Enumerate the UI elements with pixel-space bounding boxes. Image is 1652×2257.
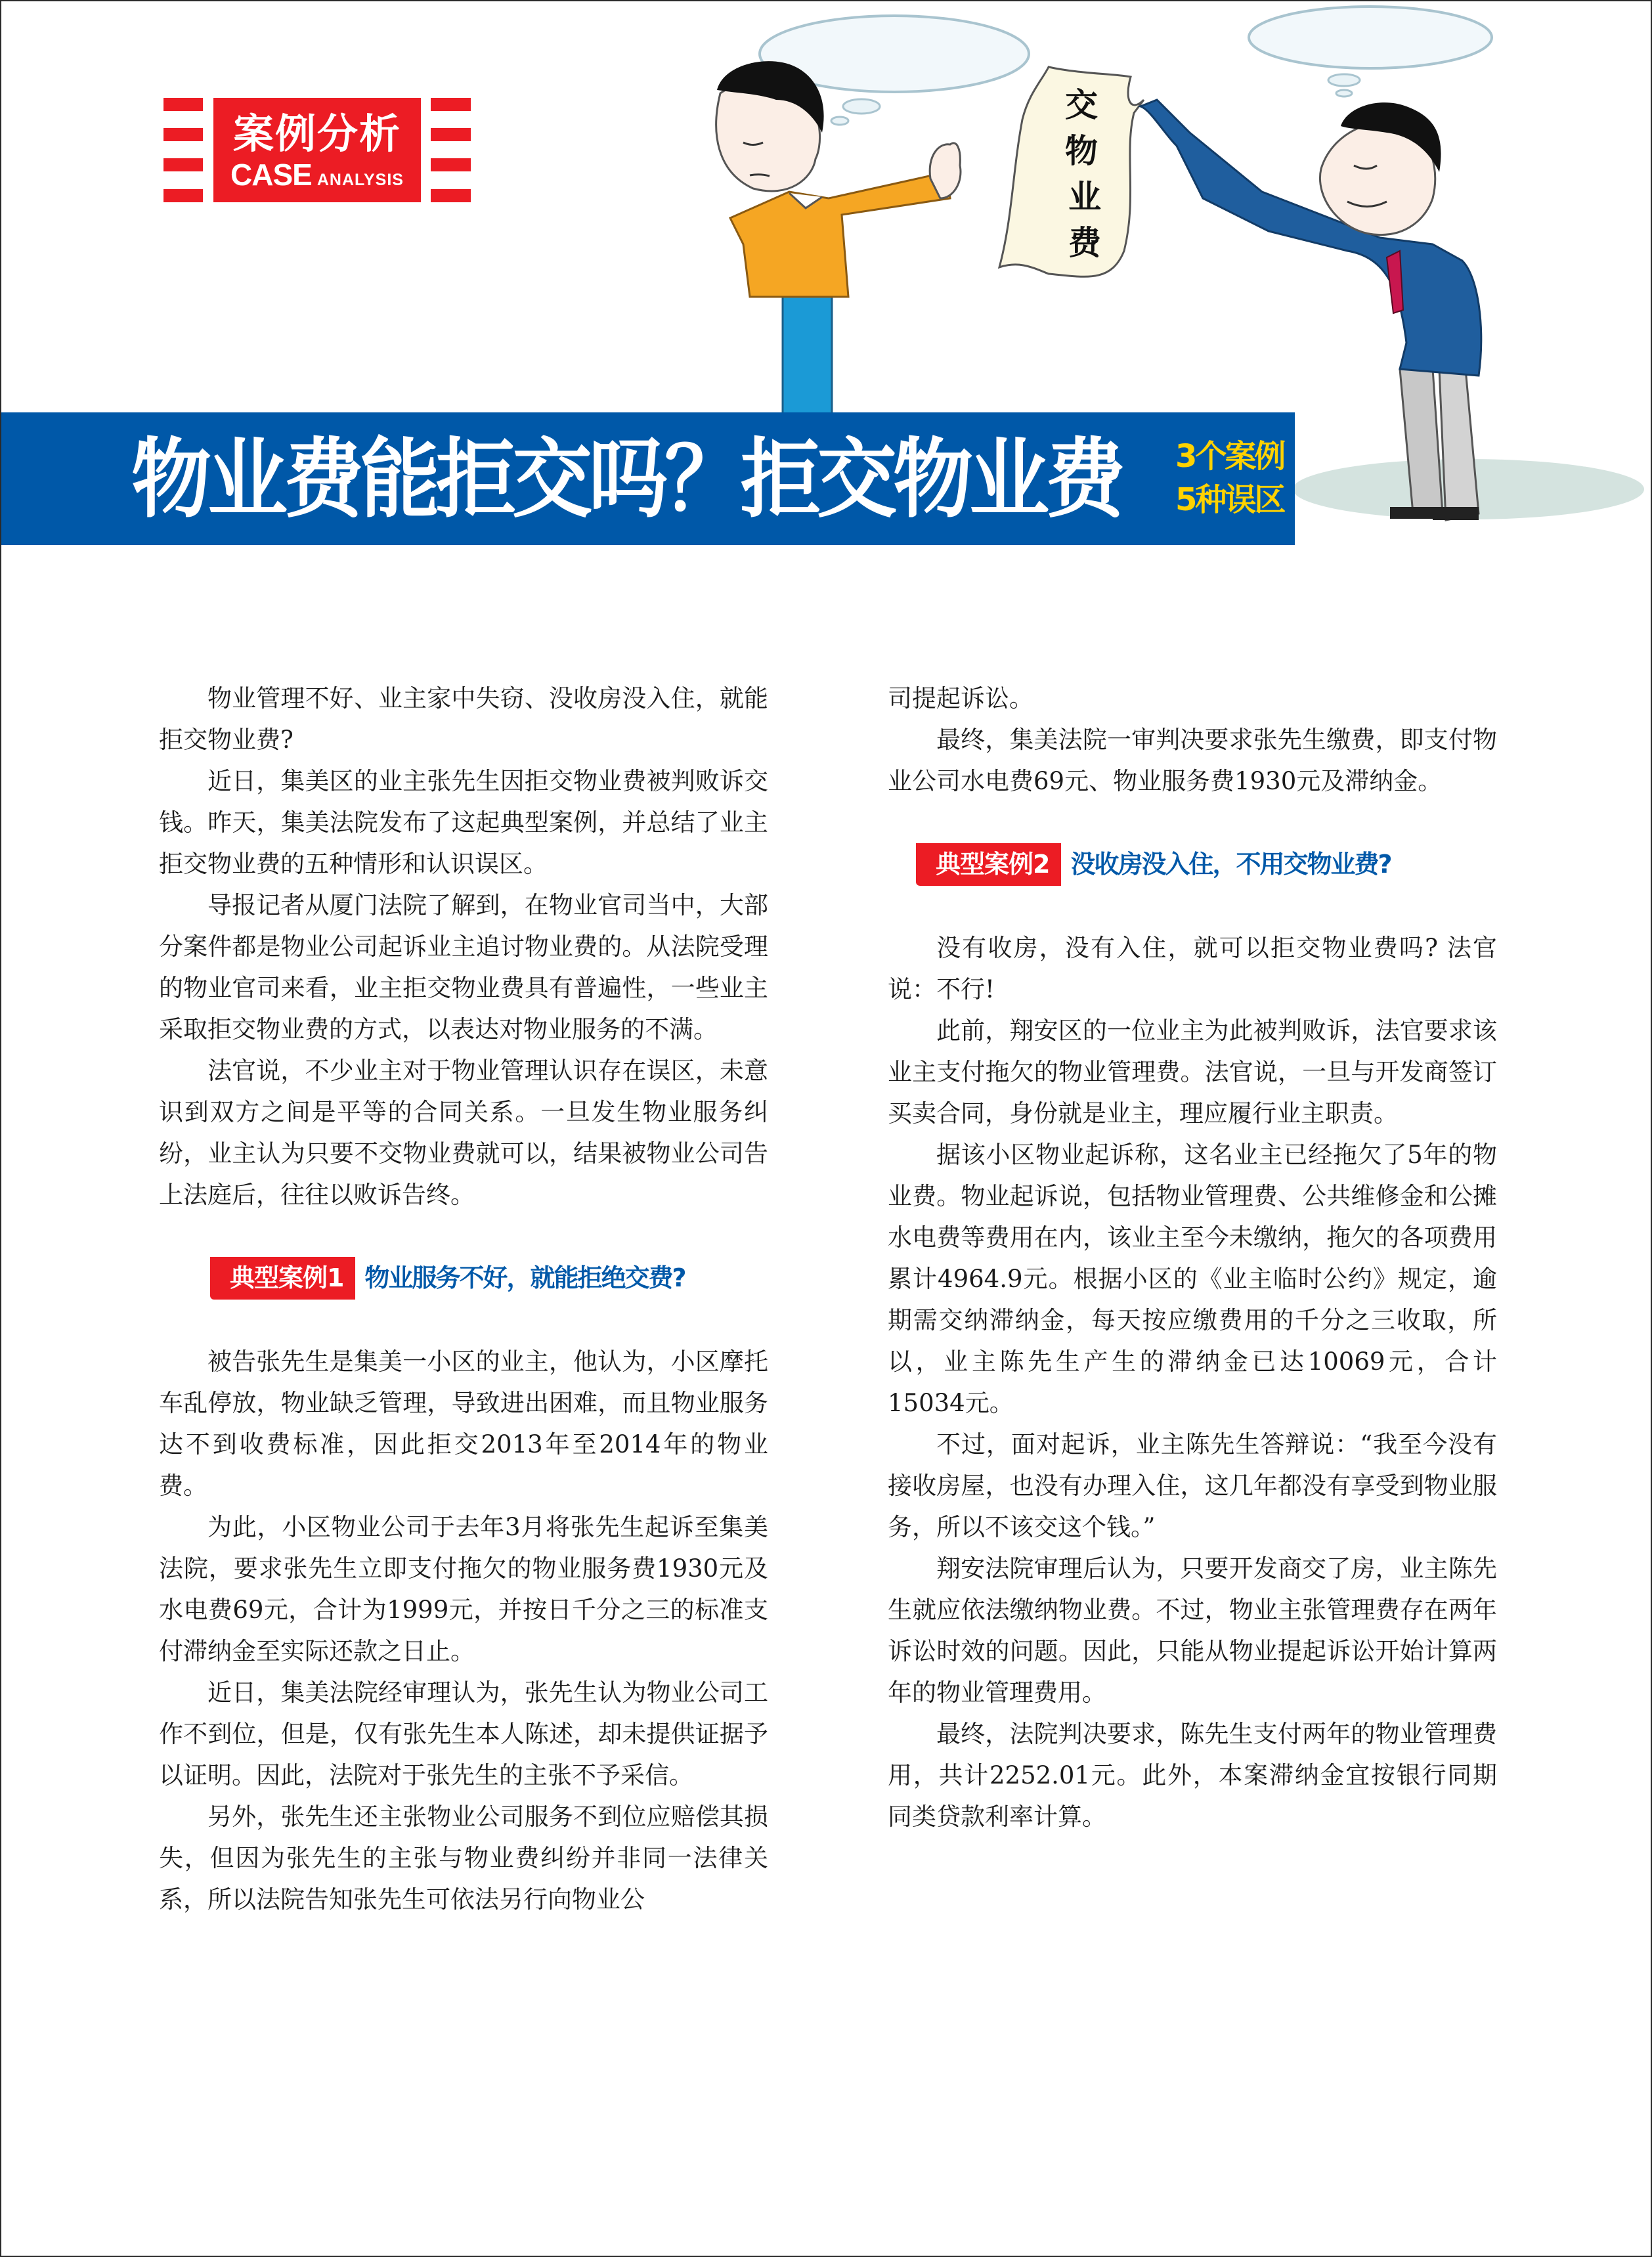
logo-stripe — [431, 128, 471, 141]
refusing-man-icon — [716, 61, 961, 415]
case-1-paragraph: 被告张先生是集美一小区的业主，他认为，小区摩托车乱停放，物业缺乏管理，导致进出困难，而且物业服务达不到收费标准，因此拒交2013年至2014年的物业费。 — [159, 1348, 768, 1500]
subtitle-line-misconceptions: 5种误区 — [1175, 481, 1284, 518]
intro-paragraph: 导报记者从厦门法院了解到，在物业官司当中，大部分案件都是物业公司起诉业主追讨物业费的。从法院受理的物业官司来看，业主拒交物业费具有普遍性，一些业主采取拒交物业费的方式，以表达对物业服务的不满。 — [159, 891, 768, 1043]
logo-stripe — [163, 98, 203, 111]
intro-paragraph: 物业管理不好、业主家中失窃、没收房没入住，就能拒交物业费? — [159, 684, 768, 754]
logo-stripe — [431, 158, 471, 171]
logo-stripe — [163, 189, 203, 202]
case-1-continued-paragraph: 司提起诉讼。 — [888, 684, 1033, 712]
case-1-verdict-paragraph: 最终，集美法院一审判决要求张先生缴费，即支付物业公司水电费69元、物业服务费1930元及滞纳金。 — [888, 726, 1497, 795]
section-label-en — [213, 159, 421, 198]
case-2-label: 典型案例2 — [916, 843, 1061, 886]
logo-stripe — [431, 98, 471, 111]
intro-paragraph: 法官说，不少业主对于物业管理认识存在误区，未意识到双方之间是平等的合同关系。一旦发生物业服务纠纷，业主认为只要不交物业费就可以，结果被物业公司告上法庭后，往往以败诉告终。 — [159, 1057, 768, 1209]
case-1-paragraph: 为此，小区物业公司于去年3月将张先生起诉至集美法院，要求张先生立即支付拖欠的物业服务费1930元及水电费69元，合计为1999元，并按日千分之三的标准支付滞纳金至实际还款之日止。 — [159, 1513, 768, 1665]
case-2-paragraph: 翔安法院审理后认为，只要开发商交了房，业主陈先生就应依法缴纳物业费。不过，物业主张管理费存在两年诉讼时效的问题。因此，只能从物业提起诉讼开始计算两年的物业管理费用。 — [888, 1554, 1497, 1707]
article-column-right — [888, 678, 1497, 1837]
case-1-label: 典型案例1 — [210, 1257, 355, 1300]
case-analysis-logo — [163, 98, 471, 202]
case-2-paragraph: 最终，法院判决要求，陈先生支付两年的物业管理费用，共计2252.01元。此外，本案滞纳金宜按银行同期同类贷款利率计算。 — [888, 1720, 1497, 1831]
headline: 物业费能拒交吗？拒交物业费 — [131, 429, 1121, 530]
logo-stripe — [163, 158, 203, 171]
svg-text:业: 业 — [1068, 178, 1101, 216]
subtitle-line-cases: 3个案例 — [1175, 438, 1284, 475]
case-1-title: 物业服务不好，就能拒绝交费? — [364, 1263, 685, 1292]
article-column-left — [159, 678, 768, 1920]
case-2-paragraph: 不过，面对起诉，业主陈先生答辩说：“我至今没有接收房屋，也没有办理入住，这几年都没有享受到物业服务，所以不该交这个钱。” — [888, 1430, 1497, 1541]
headline-subtitle — [1175, 435, 1293, 521]
case-1-heading — [210, 1257, 768, 1300]
section-label-en-small: ANALYSIS — [316, 171, 404, 189]
svg-text:费: 费 — [1068, 224, 1101, 262]
case-1-paragraph: 另外，张先生还主张物业公司服务不到位应赔偿其损失，但因为张先生的主张与物业费纠纷并非同一法律关系，所以法院告知张先生可依法另行向物业公 — [159, 1803, 768, 1914]
case-2-paragraph: 据该小区物业起诉称，这名业主已经拖欠了5年的物业费。物业起诉说，包括物业管理费、公共维修金和公摊水电费等费用在内，该业主至今未缴纳，拖欠的各项费用累计4964.9元。根据小区的《业主临时公约》规定，逾期需交纳滞纳金，每天按应缴费用的千分之三收取，所以，业主陈先生产生的滞纳金已达10069元，合计15034元。 — [888, 1141, 1497, 1417]
section-label-zh: 案例分析 — [232, 110, 401, 158]
intro-paragraph: 近日，集美区的业主张先生因拒交物业费被判败诉交钱。昨天，集美法院发布了这起典型案例，并总结了业主拒交物业费的五种情形和认识误区。 — [159, 767, 768, 878]
case-2-title: 没收房没入住，不用交物业费? — [1070, 850, 1391, 879]
case-2-paragraph: 此前，翔安区的一位业主为此被判败诉，法官要求该业主支付拖欠的物业管理费。法官说，一旦与开发商签订买卖合同，身份就是业主，理应履行业主职责。 — [888, 1017, 1497, 1128]
logo-stripe — [431, 189, 471, 202]
case-1-paragraph: 近日，集美法院经审理认为，张先生认为物业公司工作不到位，但是，仅有张先生本人陈述，却未提供证据予以证明。因此，法院对于张先生的主张不予采信。 — [159, 1678, 768, 1789]
case-2-paragraph: 没有收房，没有入住，就可以拒交物业费吗? 法官说：不行! — [888, 934, 1497, 1003]
scroll-icon — [999, 67, 1144, 276]
case-2-heading — [916, 843, 1497, 886]
section-label-en-big: CASE — [230, 158, 312, 192]
thought-bubble-right-icon — [1249, 7, 1492, 68]
title-banner — [1, 412, 1295, 545]
logo-stripe — [163, 128, 203, 141]
svg-text:交: 交 — [1065, 86, 1098, 124]
svg-text:物: 物 — [1065, 132, 1098, 170]
